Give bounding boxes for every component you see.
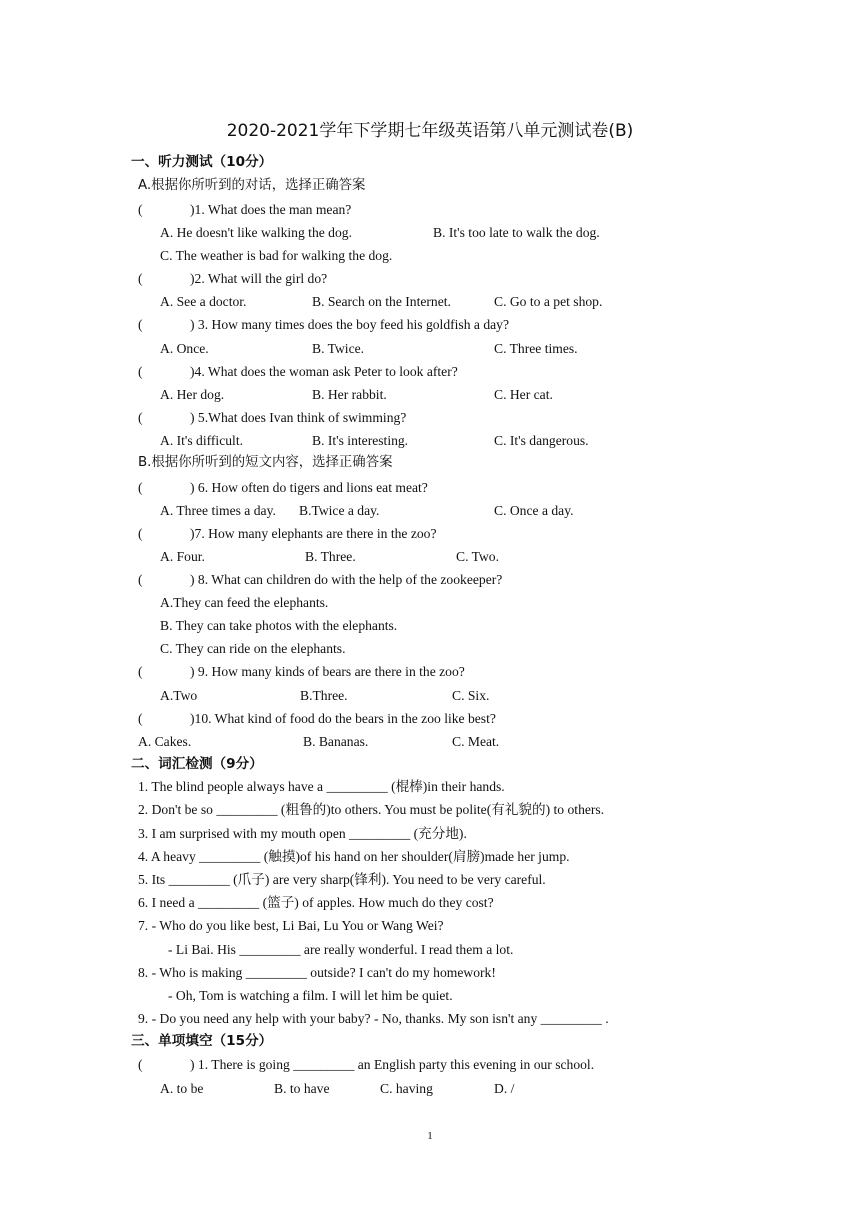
vocab-item-7-reply: - Li Bai. His _________ are really wonderful. I read them a lot. [168,942,514,957]
question-2: ( )2. What will the girl do? [138,271,328,286]
q5-option-a: A. It's difficult. [160,433,243,448]
vocab-item-6: 6. I need a _________ (篮子) of apples. How much do they cost? [138,895,494,910]
q2-option-a: A. See a doctor. [160,294,247,309]
q10-option-b: B. Bananas. [303,734,369,749]
q8-option-b: B. They can take photos with the elephants. [160,618,398,633]
q5-option-b: B. It's interesting. [312,433,409,448]
mc-q1-option-c: C. having [380,1081,433,1096]
question-7: ( )7. How many elephants are there in the zoo? [138,526,437,541]
vocab-item-1: 1. The blind people always have a _________ (棍棒)in their hands. [138,779,505,794]
mc-question-1: ( ) 1. There is going _________ an English party this evening in our school. [138,1057,595,1072]
vocab-item-8: 8. - Who is making _________ outside? I can't do my homework! [138,965,496,980]
vocab-item-9: 9. - Do you need any help with your baby? - No, thanks. My son isn't any _________ . [138,1011,609,1026]
part-a-instruction: A.根据你所听到的对话，选择正确答案 [138,178,366,193]
q10-option-c: C. Meat. [452,734,500,749]
q1-option-b: B. It's too late to walk the dog. [433,225,600,240]
q4-option-b: B. Her rabbit. [312,387,387,402]
q9-option-c: C. Six. [452,688,490,703]
q2-option-b: B. Search on the Internet. [312,294,451,309]
q7-option-a: A. Four. [160,549,205,564]
mc-q1-option-d: D. / [494,1081,515,1096]
section-3-heading: 三、单项填空（15分） [131,1033,273,1049]
part-b-instruction: B.根据你所听到的短文内容，选择正确答案 [138,455,393,470]
q2-option-c: C. Go to a pet shop. [494,294,603,309]
q4-option-c: C. Her cat. [494,387,553,402]
q10-option-a: A. Cakes. [138,734,192,749]
vocab-item-3: 3. I am surprised with my mouth open _________ (充分地). [138,826,467,841]
vocab-item-8-reply: - Oh, Tom is watching a film. I will let him be quiet. [168,988,453,1003]
vocab-item-5: 5. Its _________ (爪子) are very sharp(锋利). You need to be very careful. [138,872,546,887]
q1-option-a: A. He doesn't like walking the dog. [160,225,352,240]
q9-option-a: A.Two [160,688,198,703]
q3-option-a: A. Once. [160,341,209,356]
section-2-heading: 二、词汇检测（9分） [131,756,263,772]
q5-option-c: C. It's dangerous. [494,433,589,448]
q8-option-a: A.They can feed the elephants. [160,595,329,610]
q1-option-c: C. The weather is bad for walking the dog. [160,248,393,263]
vocab-item-7: 7. - Who do you like best, Li Bai, Lu You or Wang Wei? [138,918,444,933]
mc-q1-option-b: B. to have [274,1081,330,1096]
q4-option-a: A. Her dog. [160,387,225,402]
vocab-item-4: 4. A heavy _________ (触摸)of his hand on her shoulder(肩膀)made her jump. [138,849,570,864]
question-4: ( )4. What does the woman ask Peter to look after? [138,364,458,379]
q7-option-b: B. Three. [305,549,356,564]
vocab-item-2: 2. Don't be so _________ (粗鲁的)to others. You must be polite(有礼貌的) to others. [138,802,605,817]
q8-option-c: C. They can ride on the elephants. [160,641,346,656]
mc-q1-option-a: A. to be [160,1081,204,1096]
q9-option-b: B.Three. [300,688,348,703]
page-number: 1 [427,1130,433,1142]
q6-option-c: C. Once a day. [494,503,574,518]
q3-option-b: B. Twice. [312,341,365,356]
q3-option-c: C. Three times. [494,341,578,356]
q6-option-a: A. Three times a day. [160,503,276,518]
q7-option-c: C. Two. [456,549,499,564]
question-10: ( )10. What kind of food do the bears in the zoo like best? [138,711,496,726]
question-9: ( ) 9. How many kinds of bears are there in the zoo? [138,664,465,679]
question-6: ( ) 6. How often do tigers and lions eat meat? [138,480,428,495]
question-8: ( ) 8. What can children do with the help of the zookeeper? [138,572,503,587]
page-title: 2020-2021学年下学期七年级英语第八单元测试卷(B) [226,121,634,141]
section-1-heading: 一、听力测试（10分） [131,154,273,170]
question-1: ( )1. What does the man mean? [138,202,352,217]
q6-option-b: B.Twice a day. [299,503,380,518]
question-5: ( ) 5.What does Ivan think of swimming? [138,410,407,425]
question-3: ( ) 3. How many times does the boy feed his goldfish a day? [138,317,510,332]
